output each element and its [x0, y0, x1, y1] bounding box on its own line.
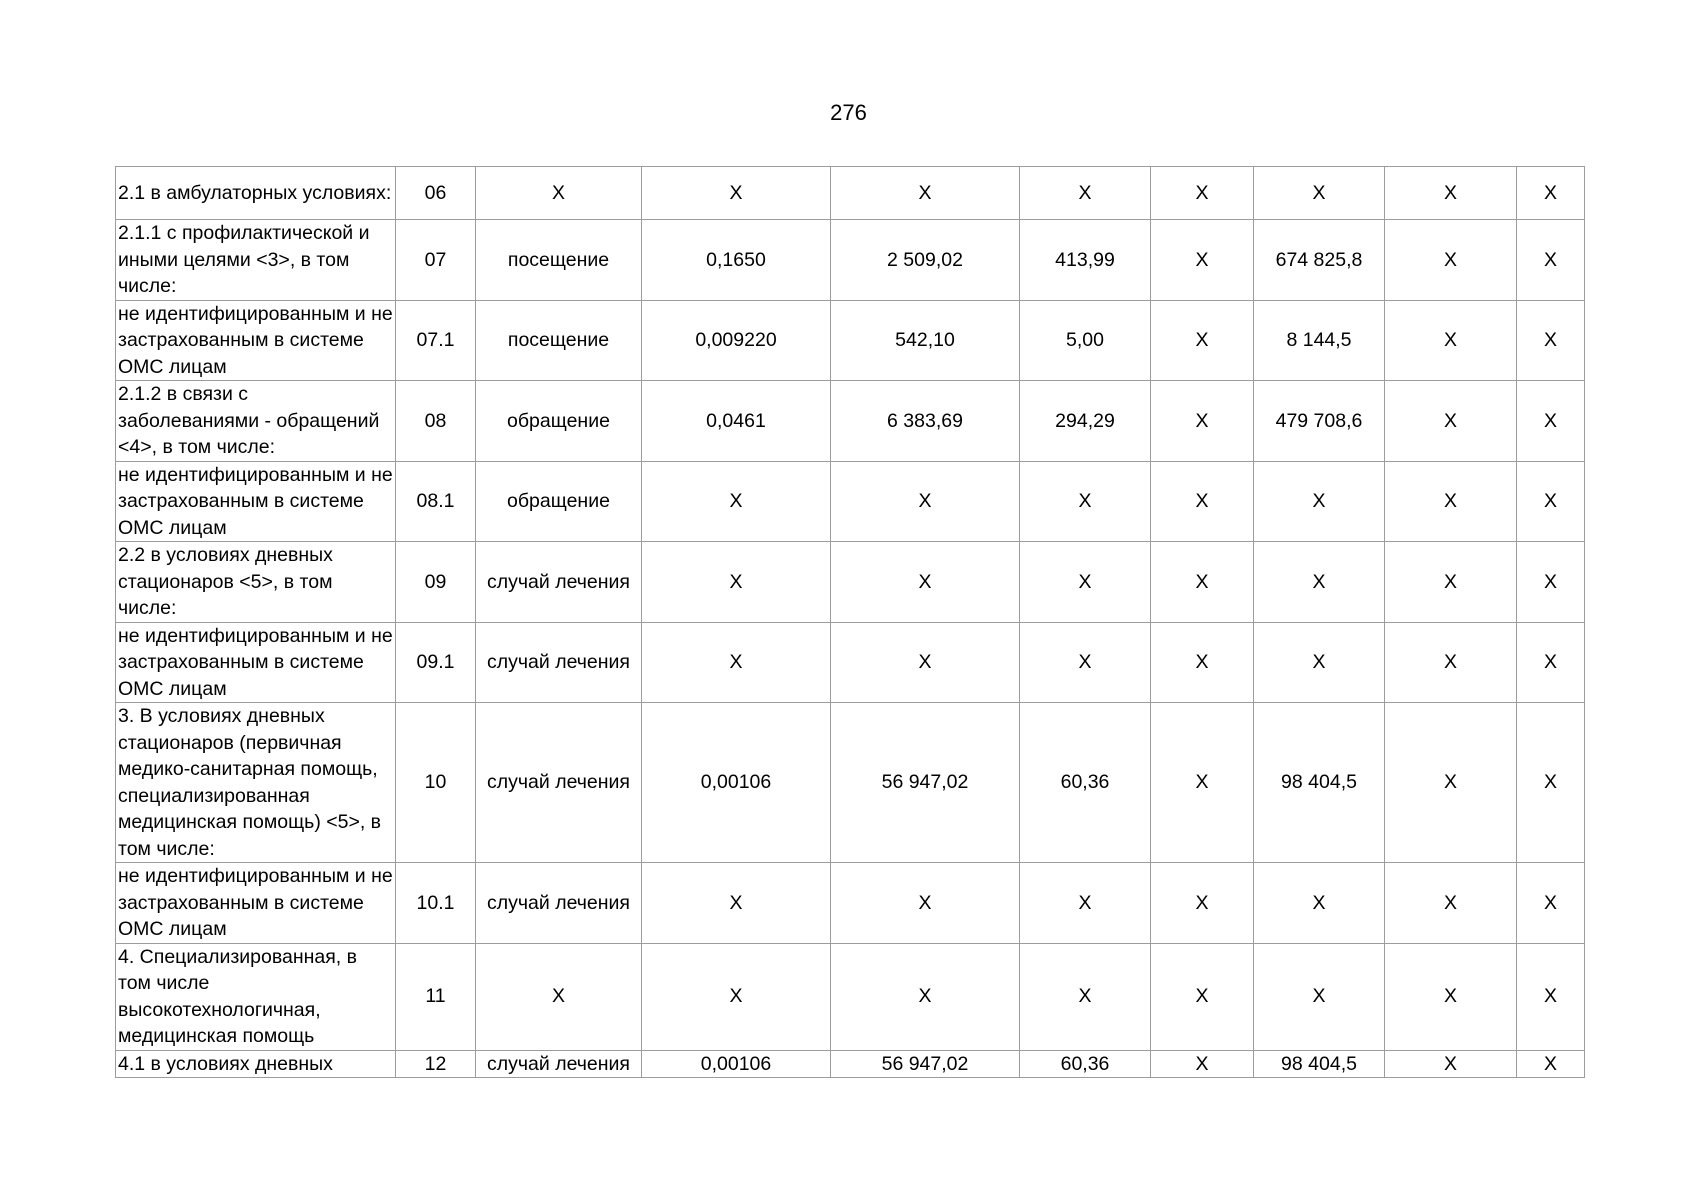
value-cell: X	[1151, 542, 1254, 623]
value-cell: X	[1517, 542, 1585, 623]
value-cell: 56 947,02	[831, 703, 1020, 863]
value-cell: X	[831, 167, 1020, 220]
value-cell: X	[642, 622, 831, 703]
value-cell: 0,009220	[642, 300, 831, 381]
row-name-cell: 2.1.2 в связи с заболеваниями - обращений <4>, в том числе:	[116, 381, 396, 462]
table-row	[116, 703, 1585, 863]
value-cell: X	[1385, 220, 1517, 301]
value-cell: X	[1254, 542, 1385, 623]
value-cell: X	[1517, 220, 1585, 301]
line-number-cell: 11	[396, 943, 476, 1050]
value-cell: X	[1517, 1050, 1585, 1078]
row-name-cell: 4. Специализированная, в том числе высокотехнологичная, медицинская помощь	[116, 943, 396, 1050]
table-body	[116, 167, 1585, 1078]
value-cell: X	[1151, 703, 1254, 863]
line-number-cell: 09	[396, 542, 476, 623]
value-cell: X	[642, 863, 831, 944]
line-number-cell: 10	[396, 703, 476, 863]
value-cell: X	[1151, 220, 1254, 301]
value-cell: X	[831, 863, 1020, 944]
table-row	[116, 542, 1585, 623]
unit-cell: посещение	[476, 220, 642, 301]
line-number-cell: 10.1	[396, 863, 476, 944]
table-row	[116, 381, 1585, 462]
line-number-cell: 12	[396, 1050, 476, 1078]
value-cell: 0,1650	[642, 220, 831, 301]
table-row	[116, 943, 1585, 1050]
table-row	[116, 220, 1585, 301]
value-cell: X	[831, 622, 1020, 703]
value-cell: X	[1254, 461, 1385, 542]
value-cell: 60,36	[1020, 1050, 1151, 1078]
value-cell: X	[1151, 943, 1254, 1050]
value-cell: X	[1151, 622, 1254, 703]
value-cell: 294,29	[1020, 381, 1151, 462]
line-number-cell: 07	[396, 220, 476, 301]
value-cell: 413,99	[1020, 220, 1151, 301]
line-number-cell: 08.1	[396, 461, 476, 542]
row-name-cell: не идентифицированным и не застрахованным в системе ОМС лицам	[116, 622, 396, 703]
value-cell: 674 825,8	[1254, 220, 1385, 301]
value-cell: X	[1254, 943, 1385, 1050]
table-row	[116, 167, 1585, 220]
value-cell: X	[831, 542, 1020, 623]
value-cell: X	[1517, 461, 1585, 542]
value-cell: X	[1020, 542, 1151, 623]
value-cell: X	[1517, 381, 1585, 462]
value-cell: X	[1254, 863, 1385, 944]
value-cell: 0,00106	[642, 1050, 831, 1078]
row-name-cell: не идентифицированным и не застрахованным в системе ОМС лицам	[116, 300, 396, 381]
value-cell: 98 404,5	[1254, 1050, 1385, 1078]
page-number: 276	[830, 100, 867, 125]
row-name-cell: 2.1 в амбулаторных условиях:	[116, 167, 396, 220]
value-cell: X	[642, 167, 831, 220]
row-name-cell: не идентифицированным и не застрахованным в системе ОМС лицам	[116, 461, 396, 542]
value-cell: 479 708,6	[1254, 381, 1385, 462]
row-name-cell: не идентифицированным и не застрахованным в системе ОМС лицам	[116, 863, 396, 944]
table-row	[116, 622, 1585, 703]
value-cell: X	[1385, 863, 1517, 944]
row-name-cell: 4.1 в условиях дневных	[116, 1050, 396, 1078]
value-cell: X	[1517, 943, 1585, 1050]
value-cell: X	[1517, 300, 1585, 381]
value-cell: X	[1517, 863, 1585, 944]
row-name-cell: 3. В условиях дневных стационаров (первичная медико-санитарная помощь, специализированная медицинская помощь) <5>, в том числе:	[116, 703, 396, 863]
data-table	[115, 166, 1585, 1078]
unit-cell: посещение	[476, 300, 642, 381]
value-cell: 98 404,5	[1254, 703, 1385, 863]
value-cell: X	[1517, 167, 1585, 220]
value-cell: X	[1385, 167, 1517, 220]
value-cell: X	[1020, 943, 1151, 1050]
value-cell: 60,36	[1020, 703, 1151, 863]
value-cell: X	[1385, 622, 1517, 703]
value-cell: X	[642, 943, 831, 1050]
value-cell: X	[1385, 542, 1517, 623]
table-row	[116, 461, 1585, 542]
unit-cell: случай лечения	[476, 1050, 642, 1078]
value-cell: X	[831, 943, 1020, 1050]
value-cell: X	[1385, 300, 1517, 381]
unit-cell: X	[476, 943, 642, 1050]
value-cell: X	[1385, 381, 1517, 462]
value-cell: X	[1517, 622, 1585, 703]
table-row	[116, 863, 1585, 944]
unit-cell: X	[476, 167, 642, 220]
row-name-cell: 2.2 в условиях дневных стационаров <5>, в том числе:	[116, 542, 396, 623]
value-cell: X	[1151, 461, 1254, 542]
value-cell: X	[1020, 167, 1151, 220]
value-cell: X	[1020, 461, 1151, 542]
value-cell: 0,0461	[642, 381, 831, 462]
value-cell: 8 144,5	[1254, 300, 1385, 381]
table-row	[116, 1050, 1585, 1078]
value-cell: X	[1020, 863, 1151, 944]
value-cell: X	[1020, 622, 1151, 703]
row-name-cell: 2.1.1 с профилактической и иными целями <3>, в том числе:	[116, 220, 396, 301]
value-cell: 0,00106	[642, 703, 831, 863]
value-cell: X	[1151, 167, 1254, 220]
value-cell: X	[1254, 622, 1385, 703]
value-cell: 2 509,02	[831, 220, 1020, 301]
value-cell: 542,10	[831, 300, 1020, 381]
unit-cell: случай лечения	[476, 542, 642, 623]
value-cell: X	[831, 461, 1020, 542]
unit-cell: обращение	[476, 381, 642, 462]
line-number-cell: 08	[396, 381, 476, 462]
value-cell: 6 383,69	[831, 381, 1020, 462]
line-number-cell: 07.1	[396, 300, 476, 381]
value-cell: X	[1151, 1050, 1254, 1078]
value-cell: X	[1254, 167, 1385, 220]
value-cell: X	[1385, 943, 1517, 1050]
value-cell: X	[1151, 863, 1254, 944]
value-cell: X	[642, 542, 831, 623]
unit-cell: случай лечения	[476, 703, 642, 863]
value-cell: X	[1517, 703, 1585, 863]
value-cell: 56 947,02	[831, 1050, 1020, 1078]
unit-cell: случай лечения	[476, 622, 642, 703]
value-cell: X	[642, 461, 831, 542]
value-cell: X	[1385, 703, 1517, 863]
value-cell: 5,00	[1020, 300, 1151, 381]
unit-cell: обращение	[476, 461, 642, 542]
value-cell: X	[1385, 461, 1517, 542]
value-cell: X	[1385, 1050, 1517, 1078]
line-number-cell: 09.1	[396, 622, 476, 703]
line-number-cell: 06	[396, 167, 476, 220]
unit-cell: случай лечения	[476, 863, 642, 944]
value-cell: X	[1151, 300, 1254, 381]
table-row	[116, 300, 1585, 381]
value-cell: X	[1151, 381, 1254, 462]
